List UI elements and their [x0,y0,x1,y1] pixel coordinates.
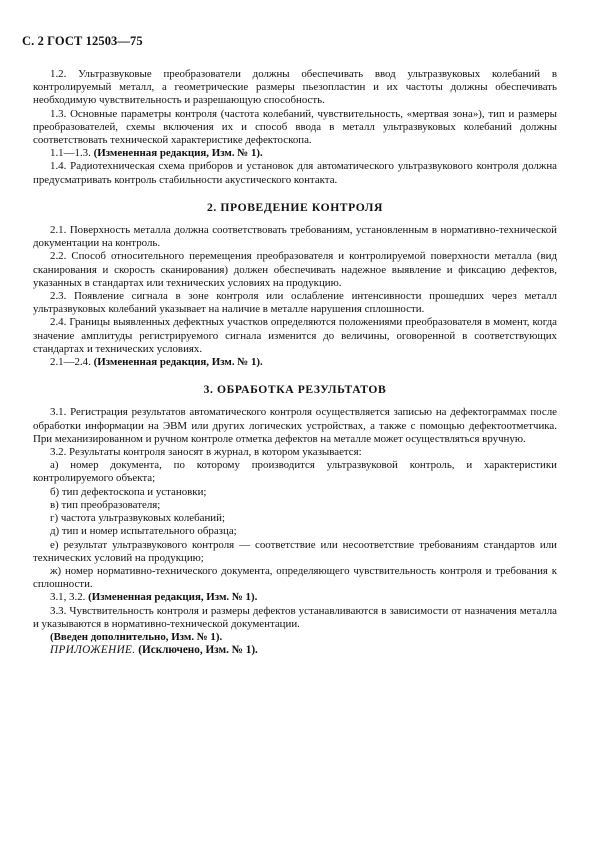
list-item-b: б) тип дефектоскопа и установки; [50,485,207,498]
list-item-zh: ж) номер нормативно-технического документа, определяющего чувствительность контроля и требования к сплошности. [33,564,557,591]
paragraph-3-2: 3.2. Результаты контроля заносят в журнал, в котором указывается: [50,446,362,459]
paragraph-2-1: 2.1. Поверхность металла должна соответствовать требованиям, установленным в нормативно-технической документации на контроль. [33,224,557,250]
paragraph-1-2: 1.2. Ультразвуковые преобразователи должны обеспечивать ввод ультразвуковых колебаний в контролируемый металл, а геометрические размеры пьезопластин и их частоты должны обеспечивать необходимую чувствительность и разрешающую способность. [33,68,557,107]
page-header: С. 2 ГОСТ 12503—75 [22,34,143,48]
change-note-3-1-3-2 [33,591,557,604]
change-note-text: (Измененная редакция, Изм. № 1). [93,356,263,369]
appendix-status: (Исключено, Изм. № 1). [138,644,258,657]
section-2-title: 2. ПРОВЕДЕНИЕ КОНТРОЛЯ [206,200,384,214]
change-note-ref: 3.1, 3.2. [50,591,86,604]
section-3-title: 3. ОБРАБОТКА РЕЗУЛЬТАТОВ [203,383,387,397]
added-note: (Введен дополнительно, Изм. № 1). [50,630,223,643]
change-note-1-1-1-3 [33,147,557,160]
document-body [33,68,557,657]
paragraph-2-3: 2.3. Появление сигнала в зоне контроля или ослабление интенсивности прошедших через металл ультразвуковых колебаний указывает на наличие в металле нарушения сплошности. [33,290,557,316]
list-item-e: е) результат ультразвукового контроля — соответствие или несоответствие требованиям стандартов или технических условий на продукцию; [33,538,557,564]
change-note-text: (Измененная редакция, Изм. № 1). [88,591,258,604]
paragraph-3-3: 3.3. Чувствительность контроля и размеры дефектов устанавливаются в зависимости от назначения металла и указываются в нормативно-технической документации. [33,604,557,630]
change-note-2-1-2-4 [33,356,557,369]
change-note-ref: 1.1—1.3. [50,147,91,160]
change-note-ref: 2.1—2.4. [50,356,91,369]
appendix-label: ПРИЛОЖЕНИЕ. [50,644,136,657]
change-note-text: (Измененная редакция, Изм. № 1). [93,147,263,160]
list-item-a: а) номер документа, по которому производится ультразвуковой контроль, и характеристики контролируемого объекта; [33,459,557,485]
paragraph-3-1: 3.1. Регистрация результатов автоматического контроля осуществляется записью на дефектограммах после обработки информации на ЭВМ или других логических устройствах, а также с помощью дефектоотметчика. При механизированном и ручном контроле отметка дефектов на металле может осуществляться вручную. [33,406,557,445]
list-item-d: д) тип и номер испытательного образца; [50,525,237,538]
list-item-g: г) частота ультразвуковых колебаний; [50,512,225,525]
paragraph-1-3: 1.3. Основные параметры контроля (частота колебаний, чувствительность, «мертвая зона»), тип и размеры преобразователей, схемы включения их и способ ввода в металл ультразвуковых колебаний должны соответствовать технической характеристике дефектоскопа. [33,107,557,147]
list-item-v: в) тип преобразователя; [50,498,161,511]
paragraph-1-4: 1.4. Радиотехническая схема приборов и установок для автоматического ультразвукового контроля должна предусматривать контроль стабильности акустического контакта. [33,160,557,186]
paragraph-2-4: 2.4. Границы выявленных дефектных участков определяются положениями преобразователя в момент, когда значение амплитуды регистрируемого сигнала изменится до величины, оговоренной в соответствующих стандартах и технических условиях. [33,316,557,355]
appendix-note [33,644,557,657]
paragraph-2-2: 2.2. Способ относительного перемещения преобразователя и контролируемой поверхности металла (вид сканирования и скорость сканирования) должен обеспечивать надежное выявление и фиксацию дефектов, указанных в стандартах или технических условиях на продукцию. [33,250,557,289]
